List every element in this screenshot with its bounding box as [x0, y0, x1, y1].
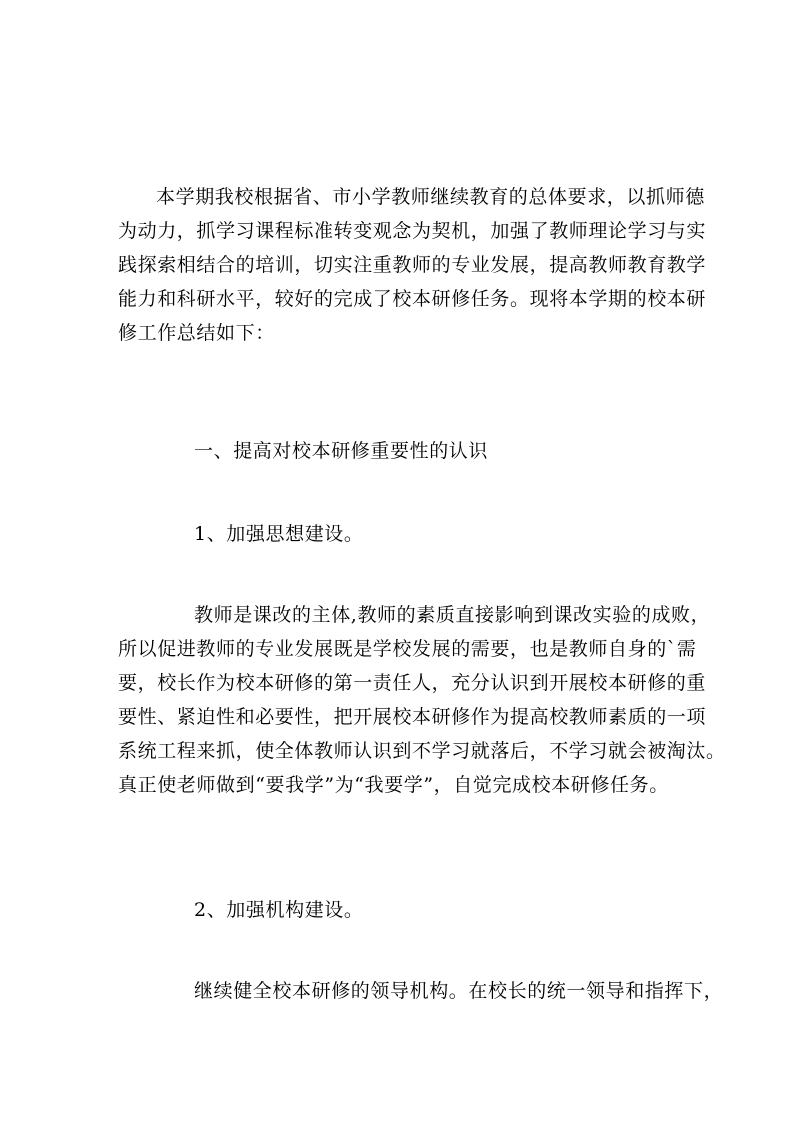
text-line: 要，校长作为校本研修的第一责任人，充分认识到开展校本研修的重 [118, 672, 707, 694]
subsection-heading: 1、加强思想建设。 [194, 523, 364, 545]
text-line: 能力和科研水平，较好的完成了校本研修任务。现将本学期的校本研 [118, 288, 707, 310]
text-line: 真正使老师做到“要我学”为“我要学”，自觉完成校本研修任务。 [118, 774, 669, 796]
section-heading: 一、提高对校本研修重要性的认识 [194, 440, 489, 462]
body-paragraph [118, 974, 724, 1008]
text-line: 所以促进教师的专业发展既是学校发展的需要，也是教师自身的`需 [118, 638, 697, 660]
text-line: 系统工程来抓，使全体教师认识到不学习就落后，不学习就会被淘汰。 [118, 740, 726, 762]
intro-paragraph [118, 180, 707, 350]
text-line: 教师是课改的主体,教师的素质直接影响到课改实验的成败， [194, 604, 711, 626]
text-line: 本学期我校根据省、市小学教师继续教育的总体要求，以抓师德 [156, 186, 705, 208]
body-paragraph [118, 598, 726, 802]
text-line: 践探索相结合的培训，切实注重教师的专业发展，提高教师教育教学 [118, 254, 707, 276]
text-line: 继续健全校本研修的领导机构。在校长的统一领导和指挥下， [194, 980, 724, 1002]
text-line: 要性、紧迫性和必要性，把开展校本研修作为提高校教师素质的一项 [118, 706, 707, 728]
subsection-heading: 2、加强机构建设。 [194, 899, 364, 921]
text-line: 为动力，抓学习课程标准转变观念为契机，加强了教师理论学习与实 [118, 220, 707, 242]
text-line: 修工作总结如下： [118, 322, 275, 344]
